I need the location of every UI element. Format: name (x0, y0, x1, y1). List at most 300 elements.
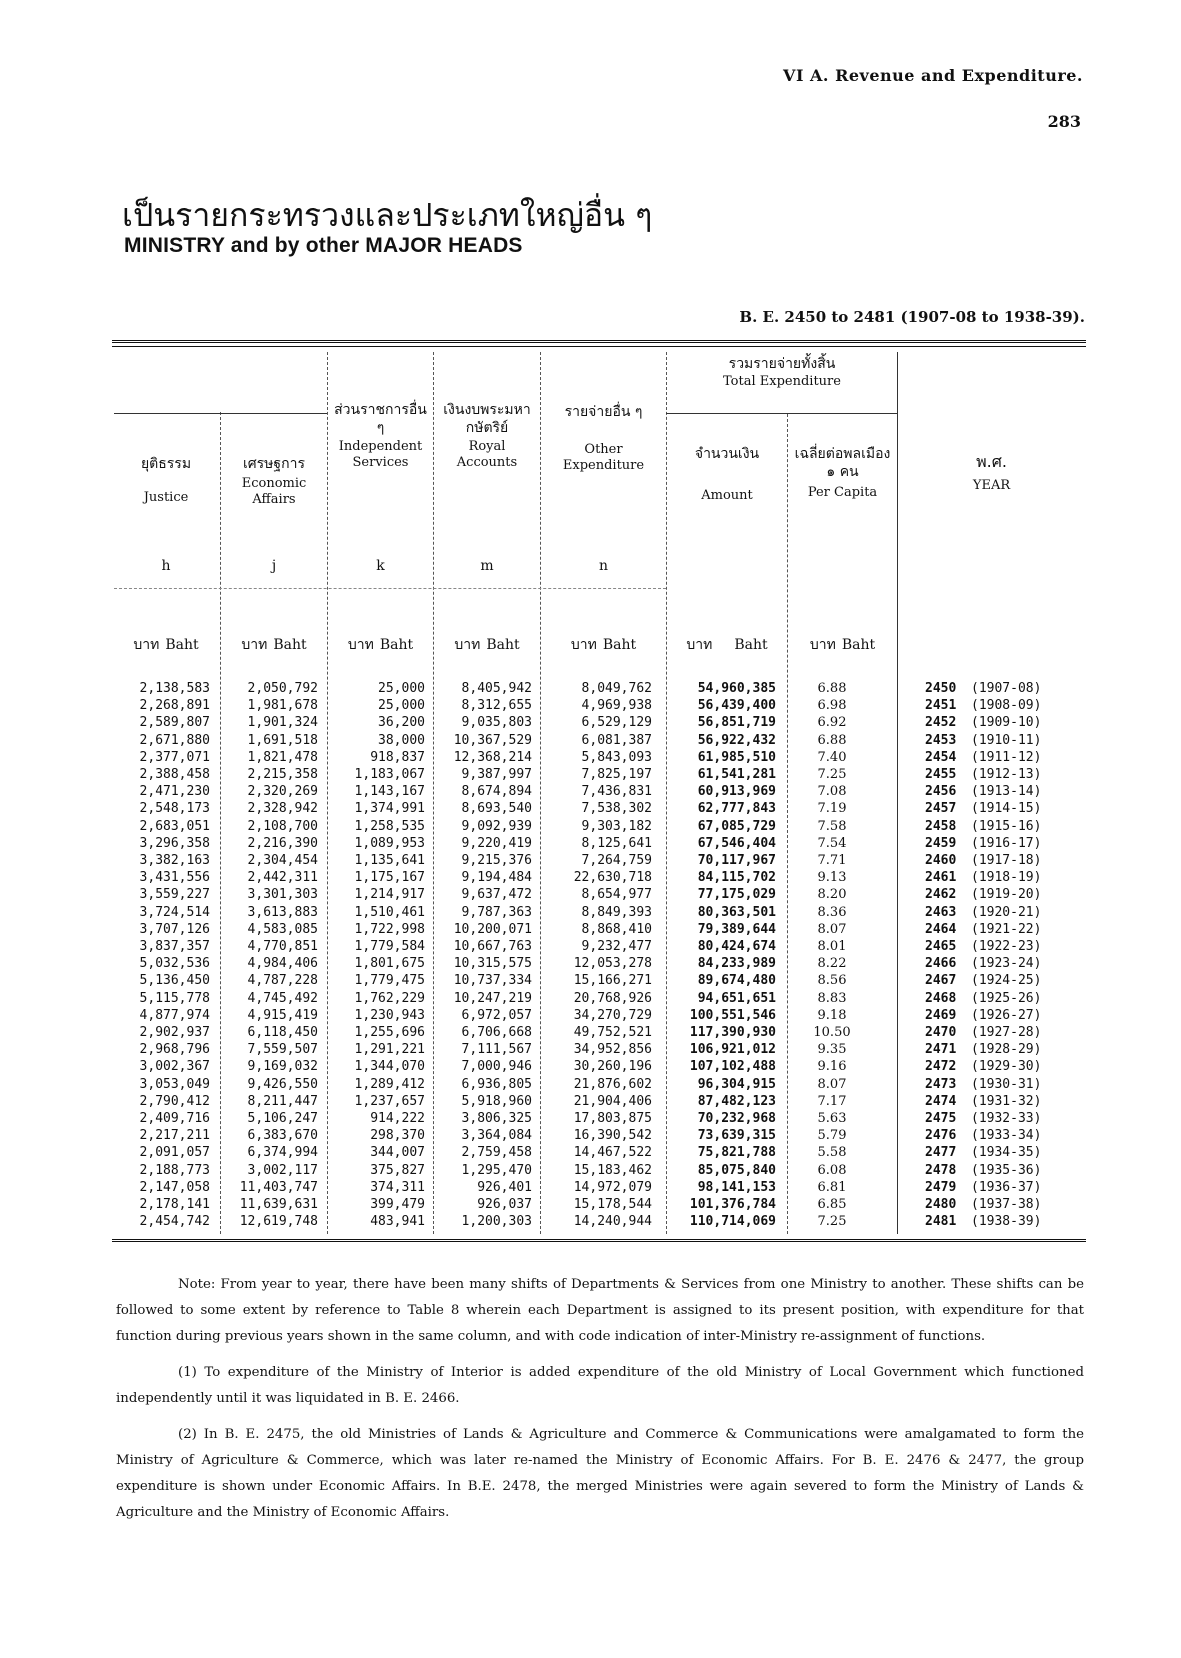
year-ad: (1923-24) (971, 956, 1042, 972)
section-header: VI A. Revenue and Expenditure. (783, 66, 1083, 85)
table-cell-independent: 1,722,998 (354, 921, 425, 937)
table-cell-other: 14,972,079 (573, 1179, 652, 1195)
col-header-thai: พ.ศ. (976, 452, 1007, 471)
year-be: 2454 (925, 749, 957, 765)
table-cell-other: 30,260,196 (573, 1059, 652, 1075)
table-cell-year (925, 749, 1075, 766)
table-cell-independent: 1,289,412 (354, 1076, 425, 1092)
table-cell-royal: 10,200,071 (453, 921, 532, 937)
table-cell-economic: 2,215,358 (247, 767, 318, 783)
year-be: 2467 (925, 973, 957, 989)
table-cell-other: 16,390,542 (573, 1128, 652, 1144)
table-cell-per-capita: 7.08 (817, 784, 847, 800)
table-cell-royal: 10,367,529 (453, 732, 532, 748)
year-ad: (1933-34) (971, 1128, 1042, 1144)
table-cell-economic: 2,050,792 (247, 681, 318, 696)
col-divider (666, 352, 667, 1234)
year-be: 2477 (925, 1145, 957, 1161)
table-cell-justice: 2,217,211 (139, 1128, 210, 1144)
table-cell-justice: 5,115,778 (139, 990, 210, 1006)
table-cell-justice: 3,002,367 (139, 1059, 210, 1075)
table-cell-independent: 1,255,696 (354, 1025, 425, 1041)
total-expenditure-header (668, 356, 896, 390)
table-cell-per-capita: 8.01 (817, 939, 847, 955)
table-cell-economic: 3,002,117 (247, 1162, 318, 1178)
notes (116, 1272, 1084, 1536)
table-cell-amount: 87,482,123 (697, 1093, 776, 1109)
table-cell-independent: 344,007 (370, 1145, 425, 1161)
table-cell-independent: 1,237,657 (354, 1093, 425, 1109)
table-cell-justice: 2,091,057 (139, 1145, 210, 1161)
col-divider (433, 352, 434, 1234)
table-cell-amount: 56,851,719 (697, 715, 776, 731)
table-cell-year (925, 1024, 1075, 1041)
year-ad: (1932-33) (971, 1111, 1042, 1127)
table-cell-royal: 9,194,484 (461, 870, 532, 886)
year-ad: (1934-35) (971, 1145, 1042, 1161)
table-cell-justice: 2,589,807 (139, 715, 210, 731)
table-cell-economic: 3,613,883 (247, 904, 318, 920)
table-cell-per-capita: 7.71 (817, 853, 847, 869)
table-cell-year (925, 783, 1075, 800)
year-be: 2479 (925, 1179, 957, 1195)
col-header-thai: ส่วนราชการอื่น ๆ (334, 402, 427, 436)
unit-english: Baht (734, 637, 768, 653)
table-cell-other: 49,752,521 (573, 1025, 652, 1041)
table-cell-year (925, 1041, 1075, 1058)
table-cell-year (925, 732, 1075, 749)
table-cell-independent: 1,291,221 (354, 1042, 425, 1058)
year-be: 2471 (925, 1042, 957, 1058)
table-cell-economic: 1,981,678 (247, 698, 318, 714)
column-independent (329, 680, 425, 1231)
table-cell-royal: 10,247,219 (453, 990, 532, 1006)
table-cell-per-capita: 9.18 (817, 1007, 847, 1023)
year-ad: (1931-32) (971, 1093, 1042, 1109)
table-cell-per-capita: 8.36 (817, 904, 847, 920)
table-cell-independent: 25,000 (378, 698, 425, 714)
table-cell-justice: 2,471,230 (139, 784, 210, 800)
table-cell-amount: 61,541,281 (697, 767, 776, 783)
table-cell-per-capita: 9.35 (817, 1042, 847, 1058)
table-cell-amount: 60,913,969 (697, 784, 776, 800)
table-cell-other: 8,125,641 (581, 835, 652, 851)
table-cell-per-capita: 9.13 (817, 870, 847, 886)
table-cell-per-capita: 9.16 (817, 1059, 847, 1075)
table-cell-amount: 101,376,784 (689, 1197, 776, 1213)
col-code: h (161, 558, 171, 574)
table-cell-other: 15,166,271 (573, 973, 652, 989)
year-be: 2456 (925, 784, 957, 800)
table-cell-year (925, 1076, 1075, 1093)
table-cell-year (925, 697, 1075, 714)
table-cell-justice: 3,431,556 (139, 870, 210, 886)
table-cell-per-capita: 7.54 (817, 835, 847, 851)
col-header-independent (329, 402, 432, 472)
table-cell-amount: 56,922,432 (697, 732, 776, 748)
table-cell-independent: 1,801,675 (354, 956, 425, 972)
table-cell-per-capita: 8.07 (817, 921, 847, 937)
column-royal (435, 680, 532, 1231)
table-cell-amount: 100,551,546 (689, 1007, 776, 1023)
column-other (542, 680, 652, 1231)
year-ad: (1922-23) (971, 939, 1042, 955)
year-ad: (1913-14) (971, 784, 1042, 800)
table-cell-amount: 98,141,153 (697, 1179, 776, 1195)
unit-thai: บาท (686, 637, 713, 653)
col-header-economic (222, 456, 326, 508)
table-cell-independent: 1,183,067 (354, 767, 425, 783)
table-cell-other: 8,868,410 (581, 921, 652, 937)
year-be: 2470 (925, 1025, 957, 1041)
col-header-english: Independent Services (338, 439, 423, 471)
table-cell-justice: 3,559,227 (139, 887, 210, 903)
table-cell-economic: 1,691,518 (247, 732, 318, 748)
col-divider (220, 412, 221, 1234)
table-cell-amount: 110,714,069 (689, 1214, 776, 1230)
table-cell-justice: 2,147,058 (139, 1179, 210, 1195)
table-cell-economic: 4,787,228 (247, 973, 318, 989)
table-cell-year (925, 904, 1075, 921)
table-cell-per-capita: 7.58 (817, 818, 847, 834)
unit-label (114, 634, 218, 656)
table-cell-other: 14,240,944 (573, 1214, 652, 1230)
table-cell-independent: 298,370 (370, 1128, 425, 1144)
year-ad: (1935-36) (971, 1162, 1042, 1178)
unit-label (329, 634, 432, 656)
table-cell-year (925, 869, 1075, 886)
table-cell-other: 7,436,831 (581, 784, 652, 800)
table-cell-royal: 8,693,540 (461, 801, 532, 817)
col-header-amount (668, 446, 786, 504)
table-cell-independent: 1,510,461 (354, 904, 425, 920)
table-cell-other: 34,270,729 (573, 1007, 652, 1023)
year-be: 2480 (925, 1197, 957, 1213)
year-be: 2458 (925, 818, 957, 834)
table-cell-justice: 2,377,071 (139, 749, 210, 765)
table-cell-year (925, 938, 1075, 955)
table-cell-independent: 36,200 (378, 715, 425, 731)
table-cell-royal: 8,405,942 (461, 681, 532, 696)
table-cell-independent: 1,779,584 (354, 939, 425, 955)
col-header-thai: จำนวนเงิน (694, 446, 760, 462)
table-cell-other: 9,303,182 (581, 818, 652, 834)
table-cell-per-capita: 7.25 (817, 767, 847, 783)
table-cell-amount: 79,389,644 (697, 921, 776, 937)
table-cell-economic: 2,304,454 (247, 853, 318, 869)
table-cell-year (925, 1110, 1075, 1127)
col-header-year (899, 452, 1084, 494)
table-cell-other: 8,654,977 (581, 887, 652, 903)
table-cell-economic: 2,320,269 (247, 784, 318, 800)
col-code: k (376, 558, 385, 574)
table-cell-other: 20,768,926 (573, 990, 652, 1006)
table-cell-other: 7,538,302 (581, 801, 652, 817)
table-cell-royal: 926,401 (477, 1179, 532, 1195)
col-divider (327, 352, 328, 1234)
table-cell-per-capita: 6.88 (817, 681, 847, 696)
unit-label (222, 634, 326, 656)
table-cell-justice: 2,902,937 (139, 1025, 210, 1041)
table-cell-independent: 1,258,535 (354, 818, 425, 834)
column-amount (668, 680, 776, 1231)
table-cell-year (925, 1179, 1075, 1196)
total-expenditure-rule (666, 413, 897, 414)
col-divider (897, 352, 898, 1234)
thai-title: เป็นรายกระทรวงและประเภทใหญ่อื่น ๆ (122, 196, 653, 234)
table-cell-per-capita: 8.07 (817, 1076, 847, 1092)
col-header-per-capita (789, 446, 896, 501)
table-cell-justice: 3,382,163 (139, 853, 210, 869)
table-cell-year (925, 1127, 1075, 1144)
table-cell-per-capita: 6.85 (817, 1197, 847, 1213)
year-ad: (1930-31) (971, 1076, 1042, 1092)
table-cell-amount: 85,075,840 (697, 1162, 776, 1178)
table-cell-amount: 106,921,012 (689, 1042, 776, 1058)
table-cell-year (925, 852, 1075, 869)
table-cell-royal: 12,368,214 (453, 749, 532, 765)
col-divider (787, 414, 788, 1234)
table-cell-other: 9,232,477 (581, 939, 652, 955)
note-paragraph: (1) To expenditure of the Ministry of Interior is added expenditure of the old Ministry of Local Government which functioned independently until it was liquidated in B. E. 2466. (116, 1365, 1084, 1406)
table-cell-economic: 9,426,550 (247, 1076, 318, 1092)
table-cell-economic: 1,901,324 (247, 715, 318, 731)
table-cell-per-capita: 8.56 (817, 973, 847, 989)
table-cell-year (925, 1196, 1075, 1213)
table-cell-per-capita: 8.20 (817, 887, 847, 903)
table-cell-independent: 1,143,167 (354, 784, 425, 800)
table-cell-independent: 1,089,953 (354, 835, 425, 851)
table-cell-justice: 2,409,716 (139, 1111, 210, 1127)
table-cell-amount: 107,102,488 (689, 1059, 776, 1075)
table-cell-royal: 10,737,334 (453, 973, 532, 989)
table-cell-amount: 54,960,385 (697, 681, 776, 696)
col-header-english: Amount (701, 487, 753, 503)
left-header-rule (114, 413, 327, 414)
unit-english: Baht (379, 637, 414, 653)
table-cell-justice: 2,671,880 (139, 732, 210, 748)
year-be: 2463 (925, 904, 957, 920)
table-cell-amount: 94,651,651 (697, 990, 776, 1006)
total-expenditure-thai: รวมรายจ่ายทั้งสิ้น (728, 356, 836, 372)
col-header-english: Per Capita (807, 485, 878, 500)
table-cell-year (925, 1162, 1075, 1179)
table-cell-independent: 375,827 (370, 1162, 425, 1178)
table-cell-economic: 4,583,085 (247, 921, 318, 937)
table-cell-economic: 4,770,851 (247, 939, 318, 955)
table-cell-royal: 9,215,376 (461, 853, 532, 869)
table-cell-royal: 9,092,939 (461, 818, 532, 834)
unit-english: Baht (841, 637, 876, 653)
year-be: 2462 (925, 887, 957, 903)
col-header-justice (114, 456, 218, 506)
unit-label (789, 634, 896, 656)
table-cell-amount: 84,233,989 (697, 956, 776, 972)
table-cell-independent: 374,311 (370, 1179, 425, 1195)
year-ad: (1907-08) (971, 681, 1042, 696)
year-ad: (1916-17) (971, 835, 1042, 851)
year-ad: (1928-29) (971, 1042, 1042, 1058)
unit-english: Baht (602, 637, 637, 653)
table-cell-amount: 73,639,315 (697, 1128, 776, 1144)
table-cell-independent: 1,214,917 (354, 887, 425, 903)
unit-label (668, 634, 786, 656)
table-cell-per-capita: 7.40 (817, 749, 847, 765)
table-cell-amount: 62,777,843 (697, 801, 776, 817)
table-cell-royal: 6,936,805 (461, 1076, 532, 1092)
table-cell-amount: 67,085,729 (697, 818, 776, 834)
table-cell-per-capita: 6.98 (817, 698, 847, 714)
unit-label (542, 634, 665, 656)
table-cell-economic: 2,216,390 (247, 835, 318, 851)
table-cell-independent: 483,941 (370, 1214, 425, 1230)
table-cell-economic: 6,118,450 (247, 1025, 318, 1041)
col-header-thai: รายจ่ายอื่น ๆ (564, 404, 643, 420)
year-ad: (1909-10) (971, 715, 1042, 731)
table-cell-year (925, 972, 1075, 989)
table-cell-justice: 2,388,458 (139, 767, 210, 783)
table-cell-amount: 70,117,967 (697, 853, 776, 869)
table-cell-per-capita: 6.08 (817, 1162, 847, 1178)
table-cell-royal: 1,295,470 (461, 1162, 532, 1178)
year-be: 2464 (925, 921, 957, 937)
table-cell-independent: 1,230,943 (354, 1007, 425, 1023)
table-cell-royal: 926,037 (477, 1197, 532, 1213)
table-cell-justice: 2,268,891 (139, 698, 210, 714)
table-cell-other: 15,183,462 (573, 1162, 652, 1178)
table-cell-justice: 2,968,796 (139, 1042, 210, 1058)
table-cell-per-capita: 8.83 (817, 990, 847, 1006)
page-number: 283 (1047, 112, 1081, 131)
table-cell-royal: 9,035,803 (461, 715, 532, 731)
year-be: 2466 (925, 956, 957, 972)
table-cell-year (925, 1093, 1075, 1110)
col-code: n (598, 558, 609, 574)
table-cell-independent: 914,222 (370, 1111, 425, 1127)
table-cell-economic: 7,559,507 (247, 1042, 318, 1058)
table-cell-economic: 6,374,994 (247, 1145, 318, 1161)
col-header-english: YEAR (972, 478, 1011, 493)
table-cell-year (925, 1007, 1075, 1024)
table-cell-justice: 5,032,536 (139, 956, 210, 972)
table-cell-justice: 3,296,358 (139, 835, 210, 851)
table-cell-economic: 11,639,631 (239, 1197, 318, 1213)
table-cell-per-capita: 6.88 (817, 732, 847, 748)
table-cell-other: 21,904,406 (573, 1093, 652, 1109)
col-code: m (480, 558, 494, 574)
year-ad: (1910-11) (971, 732, 1042, 748)
table-cell-amount: 80,363,501 (697, 904, 776, 920)
table-cell-other: 12,053,278 (573, 956, 652, 972)
year-be: 2465 (925, 939, 957, 955)
year-be: 2474 (925, 1093, 957, 1109)
table-cell-amount: 70,232,968 (697, 1111, 776, 1127)
year-be: 2475 (925, 1111, 957, 1127)
table-cell-justice: 2,178,141 (139, 1197, 210, 1213)
year-ad: (1914-15) (971, 801, 1042, 817)
table-cell-royal: 2,759,458 (461, 1145, 532, 1161)
table-cell-other: 17,803,875 (573, 1111, 652, 1127)
note-paragraph: Note: From year to year, there have been many shifts of Departments & Services from one Ministry to another. These shifts can be followed to some extent by reference to Table 8 wherein each Department is assigned to its present position, with expenditure for that function during previous years shown in the same column, and with code indication of inter-Ministry re-assignment of functions. (116, 1277, 1084, 1344)
table-cell-economic: 9,169,032 (247, 1059, 318, 1075)
year-ad: (1911-12) (971, 749, 1042, 765)
table-cell-justice: 2,138,583 (139, 681, 210, 696)
table-cell-justice: 3,837,357 (139, 939, 210, 955)
table-cell-year (925, 886, 1075, 903)
table-cell-royal: 7,111,567 (461, 1042, 532, 1058)
year-ad: (1927-28) (971, 1025, 1042, 1041)
table-cell-independent: 1,374,991 (354, 801, 425, 817)
year-ad: (1926-27) (971, 1007, 1042, 1023)
year-be: 2468 (925, 990, 957, 1006)
year-be: 2469 (925, 1007, 957, 1023)
table-cell-amount: 77,175,029 (697, 887, 776, 903)
table-cell-royal: 7,000,946 (461, 1059, 532, 1075)
table-cell-amount: 80,424,674 (697, 939, 776, 955)
table-cell-other: 6,081,387 (581, 732, 652, 748)
year-be: 2472 (925, 1059, 957, 1075)
table-cell-royal: 9,220,419 (461, 835, 532, 851)
code-row-rule (114, 588, 666, 589)
table-cell-year (925, 835, 1075, 852)
year-be: 2453 (925, 732, 957, 748)
unit-thai: บาท (454, 637, 481, 653)
unit-thai: บาท (570, 637, 597, 653)
col-header-royal (435, 402, 539, 472)
table-cell-amount: 84,115,702 (697, 870, 776, 886)
table-cell-economic: 12,619,748 (239, 1214, 318, 1230)
table-cell-royal: 9,387,997 (461, 767, 532, 783)
table-cell-other: 5,843,093 (581, 749, 652, 765)
table-cell-year (925, 1213, 1075, 1230)
column-per-capita (789, 680, 875, 1231)
table-cell-year (925, 800, 1075, 817)
table-cell-per-capita: 5.63 (817, 1111, 847, 1127)
table-cell-year (925, 921, 1075, 938)
table-cell-royal: 10,667,763 (453, 939, 532, 955)
unit-english: Baht (486, 637, 520, 653)
table-cell-year (925, 1058, 1075, 1075)
col-header-thai: เศรษฐการ (242, 456, 305, 472)
year-ad: (1919-20) (971, 887, 1042, 903)
table-cell-amount: 117,390,930 (689, 1025, 776, 1041)
table-cell-royal: 6,706,668 (461, 1025, 532, 1041)
table-cell-royal: 5,918,960 (461, 1093, 532, 1109)
table-cell-justice: 4,877,974 (139, 1007, 210, 1023)
table-cell-year (925, 714, 1075, 731)
table-cell-justice: 3,053,049 (139, 1076, 210, 1092)
english-title: MINISTRY and by other MAJOR HEADS (124, 234, 523, 257)
year-be: 2473 (925, 1076, 957, 1092)
table-cell-other: 14,467,522 (573, 1145, 652, 1161)
table-cell-economic: 4,915,419 (247, 1007, 318, 1023)
year-be: 2450 (925, 681, 957, 696)
table-cell-independent: 1,762,229 (354, 990, 425, 1006)
table-cell-justice: 3,724,514 (139, 904, 210, 920)
table-cell-royal: 8,674,894 (461, 784, 532, 800)
col-header-thai: เฉลี่ยต่อพลเมือง ๑ คน (794, 446, 891, 480)
table-cell-year (925, 818, 1075, 835)
table-cell-justice: 2,683,051 (139, 818, 210, 834)
table-cell-royal: 9,637,472 (461, 887, 532, 903)
table-cell-economic: 4,745,492 (247, 990, 318, 1006)
table-cell-other: 8,849,393 (581, 904, 652, 920)
year-ad: (1924-25) (971, 973, 1042, 989)
year-be: 2481 (925, 1214, 957, 1230)
table-cell-economic: 6,383,670 (247, 1128, 318, 1144)
table-cell-independent: 1,779,475 (354, 973, 425, 989)
table-cell-other: 15,178,544 (573, 1197, 652, 1213)
